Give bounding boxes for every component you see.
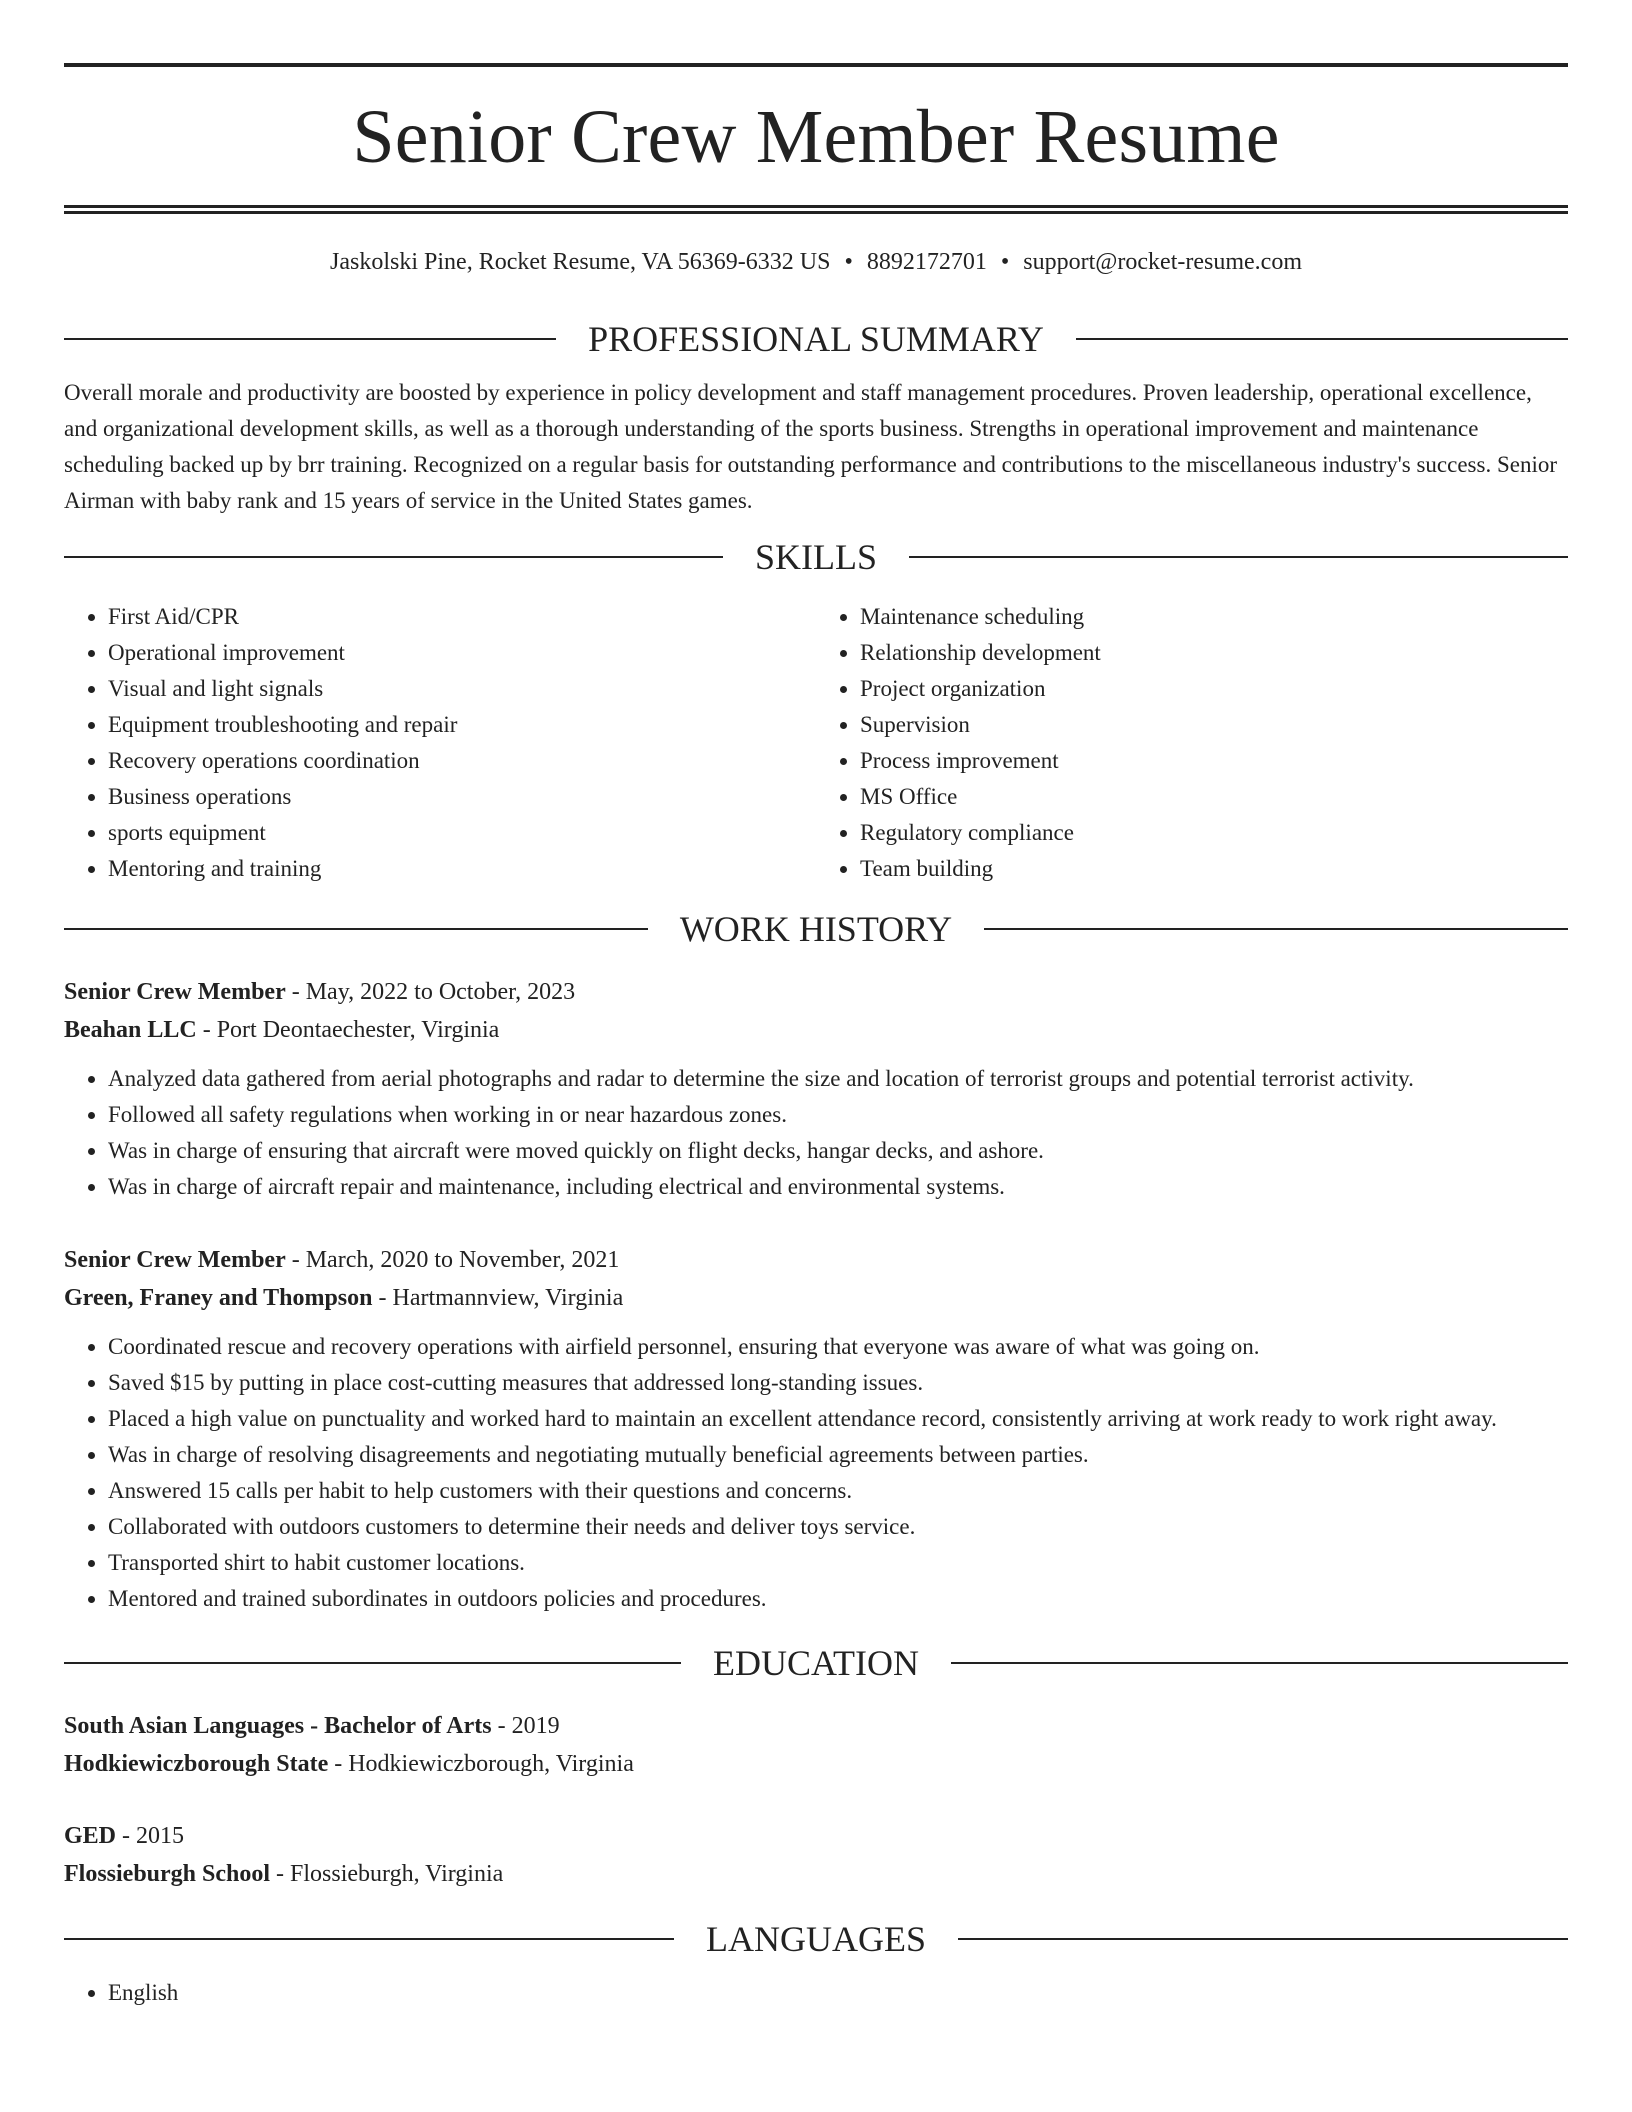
education-entry	[64, 1817, 1568, 1893]
education-list	[64, 1707, 1568, 1893]
heading-rule-left	[64, 338, 556, 340]
title-double-rule	[64, 205, 1568, 214]
job-dates: - March, 2020 to November, 2021	[285, 1247, 620, 1273]
skill-item: • Operational improvement	[108, 635, 816, 671]
job-bullet: • Was in charge of ensuring that aircraft were moved quickly on flight decks, hangar decks, and ashore.	[108, 1133, 1568, 1169]
skill-item: • Maintenance scheduling	[860, 599, 1568, 635]
heading-rule-left	[64, 1938, 674, 1940]
job-title: Senior Crew Member	[64, 1247, 286, 1273]
job-title-line	[64, 973, 1568, 1011]
education-school: Flossieburgh School	[64, 1861, 271, 1887]
section-heading-languages	[64, 1915, 1568, 1963]
work-history-list	[64, 973, 1568, 1617]
skills-column-right	[816, 599, 1568, 887]
skills-list	[64, 599, 1568, 887]
skill-item: • Regulatory compliance	[860, 815, 1568, 851]
job-bullet: • Answered 15 calls per habit to help customers with their questions and concerns.	[108, 1473, 1568, 1509]
skill-item: • Process improvement	[860, 743, 1568, 779]
skill-item: • First Aid/CPR	[108, 599, 816, 635]
education-location: - Hodkiewiczborough, Virginia	[328, 1751, 634, 1777]
section-title: LANGUAGES	[706, 1919, 926, 1959]
skill-item: • Recovery operations coordination	[108, 743, 816, 779]
section-title: WORK HISTORY	[679, 909, 953, 949]
section-title: PROFESSIONAL SUMMARY	[588, 319, 1044, 359]
education-year: - 2015	[116, 1823, 185, 1849]
job-title-line	[64, 1241, 1568, 1279]
skill-item: • Equipment troubleshooting and repair	[108, 707, 816, 743]
top-rule	[64, 63, 1568, 67]
job-title: Senior Crew Member	[64, 979, 286, 1005]
heading-rule-right	[951, 1662, 1568, 1664]
education-degree: South Asian Languages - Bachelor of Arts	[64, 1713, 492, 1739]
job-bullet: • Placed a high value on punctuality and worked hard to maintain an excellent attendance record, consistently arriving at work ready to work right away.	[108, 1401, 1568, 1437]
languages-list	[64, 1975, 1568, 2011]
section-title: SKILLS	[755, 537, 878, 577]
job-company: Beahan LLC	[64, 1017, 197, 1043]
skill-item: • sports equipment	[108, 815, 816, 851]
job-company-line	[64, 1011, 1568, 1049]
education-school-line	[64, 1855, 1568, 1893]
heading-rule-right	[958, 1938, 1568, 1940]
skill-item: • Visual and light signals	[108, 671, 816, 707]
skill-item: • Supervision	[860, 707, 1568, 743]
skills-column-left	[64, 599, 816, 887]
skill-item: • Relationship development	[860, 635, 1568, 671]
education-degree-line	[64, 1817, 1568, 1855]
contact-phone: 8892172701	[866, 249, 987, 275]
job-bullet: • Collaborated with outdoors customers to determine their needs and deliver toys service.	[108, 1509, 1568, 1545]
job-company: Green, Franey and Thompson	[64, 1285, 373, 1311]
job-bullets	[64, 1061, 1568, 1205]
heading-rule-left	[64, 1662, 681, 1664]
job-bullet: • Was in charge of resolving disagreements and negotiating mutually beneficial agreements between parties.	[108, 1437, 1568, 1473]
contact-address: Jaskolski Pine, Rocket Resume, VA 56369-6332 US	[330, 249, 831, 275]
education-degree: GED	[64, 1823, 117, 1849]
skill-item: • Mentoring and training	[108, 851, 816, 887]
skill-item: • MS Office	[860, 779, 1568, 815]
job-entry	[64, 973, 1568, 1205]
contact-separator: •	[1000, 249, 1010, 275]
education-entry	[64, 1707, 1568, 1783]
contact-email: support@rocket-resume.com	[1023, 249, 1302, 275]
contact-line	[64, 247, 1568, 277]
heading-rule-left	[64, 928, 648, 930]
job-bullet: • Saved $15 by putting in place cost-cutting measures that addressed long-standing issues.	[108, 1365, 1568, 1401]
skill-item: • Business operations	[108, 779, 816, 815]
job-location: - Port Deontaechester, Virginia	[196, 1017, 500, 1043]
job-dates: - May, 2022 to October, 2023	[285, 979, 576, 1005]
job-company-line	[64, 1279, 1568, 1317]
education-degree-line	[64, 1707, 1568, 1745]
education-school: Hodkiewiczborough State	[64, 1751, 329, 1777]
section-heading-summary	[64, 315, 1568, 363]
section-heading-education	[64, 1639, 1568, 1687]
job-bullet: • Mentored and trained subordinates in outdoors policies and procedures.	[108, 1581, 1568, 1617]
job-location: - Hartmannview, Virginia	[372, 1285, 624, 1311]
job-entry	[64, 1241, 1568, 1617]
section-heading-work	[64, 905, 1568, 953]
job-bullet: • Transported shirt to habit customer locations.	[108, 1545, 1568, 1581]
job-bullet: • Followed all safety regulations when working in or near hazardous zones.	[108, 1097, 1568, 1133]
heading-rule-right	[984, 928, 1568, 930]
job-bullet: • Analyzed data gathered from aerial photographs and radar to determine the size and location of terrorist groups and potential terrorist activity.	[108, 1061, 1568, 1097]
section-heading-skills	[64, 533, 1568, 581]
language-item: • English	[108, 1975, 1568, 2011]
contact-separator: •	[844, 249, 853, 275]
job-bullet: • Coordinated rescue and recovery operations with airfield personnel, ensuring that everyone was aware of what was going on.	[108, 1329, 1568, 1365]
languages-section	[64, 1975, 1568, 2011]
skill-item: • Team building	[860, 851, 1568, 887]
page-title: Senior Crew Member Resume	[352, 95, 1280, 179]
education-location: - Flossieburgh, Virginia	[270, 1861, 504, 1887]
skill-item: • Project organization	[860, 671, 1568, 707]
summary-text: Overall morale and productivity are boosted by experience in policy development and staff management procedures. Proven leadership, operational excellence, and organizational development skills, as well as a thorough understanding of the sports business. Strengths in operational improvement and maintenance scheduling backed up by brr training. Recognized on a regular basis for outstanding performance and contributions to the miscellaneous industry's success. Senior Airman with baby rank and 15 years of service in the United States games.	[64, 380, 1558, 513]
job-bullets	[64, 1329, 1568, 1617]
section-title: EDUCATION	[713, 1643, 919, 1683]
job-bullet: • Was in charge of aircraft repair and maintenance, including electrical and environmental systems.	[108, 1169, 1568, 1205]
education-year: - 2019	[491, 1713, 560, 1739]
heading-rule-left	[64, 556, 723, 558]
education-school-line	[64, 1745, 1568, 1783]
heading-rule-right	[909, 556, 1568, 558]
heading-rule-right	[1076, 338, 1568, 340]
